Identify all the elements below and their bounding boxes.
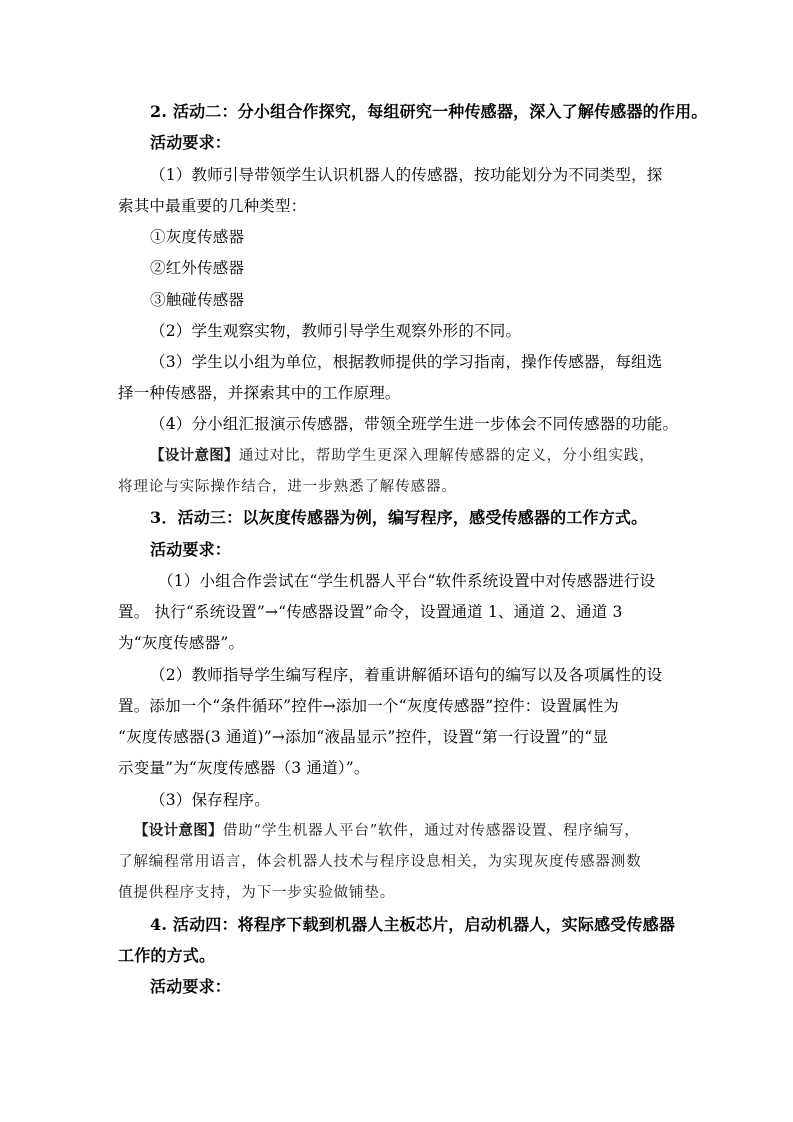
activity-2-requirements-label: 活动要求：: [150, 133, 232, 152]
design-intent-tag: 【设计意图】: [150, 447, 239, 464]
paragraph-line: （1）教师引导带领学生认识机器人的传感器，按功能划分为不同类型，探: [150, 166, 663, 184]
paragraph-line: （2）学生观察实物，教师引导学生观察外形的不同。: [150, 322, 522, 340]
design-intent-note: 【设计意图】借助“学生机器人平台”软件，通过对传感器设置、程序编写，: [134, 822, 640, 839]
design-intent-tag: 【设计意图】: [134, 822, 223, 839]
activity-3-requirements-label: 活动要求：: [150, 540, 232, 559]
activity-2-heading: 2. 活动二：分小组合作探究，每组研究一种传感器，深入了解传感器的作用。: [150, 102, 708, 121]
paragraph-line: 置。添加一个“条件循环”控件→添加一个“灰度传感器”控件：设置属性为: [118, 697, 619, 715]
paragraph-line: 择一种传感器，并探索其中的工作原理。: [118, 384, 401, 402]
paragraph-line: （1）小组合作尝试在“学生机器人平台“软件系统设置中对传感器进行设: [158, 572, 656, 590]
activity-3-heading: 3．活动三：以灰度传感器为例，编写程序，感受传感器的工作方式。: [150, 508, 648, 527]
activity-4-heading-cont: 工作的方式。: [118, 946, 216, 965]
paragraph-line: 置。 执行“系统设置”→“传感器设置”命令，设置通道 1、通道 2、通道 3: [118, 603, 623, 621]
design-intent-line: 将理论与实际操作结合，进一步熟悉了解传感器。: [118, 479, 457, 495]
activity-4-requirements-label: 活动要求：: [150, 977, 232, 996]
list-item: ②红外传感器: [150, 259, 245, 277]
paragraph-line: （4）分小组汇报演示传感器，带领全班学生进一步体会不同传感器的功能。: [150, 415, 679, 433]
list-item: ③触碰传感器: [150, 291, 245, 309]
design-intent-line: 值提供程序支持，为下一步实验做铺垫。: [118, 885, 396, 901]
design-intent-note: 【设计意图】通过对比，帮助学生更深入理解传感器的定义，分小组实践，: [150, 447, 655, 464]
design-intent-line: 了解编程常用语言，体会机器人技术与程序设息相关，为实现灰度传感器测数: [118, 854, 642, 870]
paragraph-line: （2）教师指导学生编写程序，着重讲解循环语句的编写以及各项属性的设: [150, 666, 663, 684]
paragraph-line: “灰度传感器(3 通道)”→添加“液晶显示”控件，设置“第一行设置”的“显: [118, 728, 609, 746]
activity-4-heading: 4. 活动四：将程序下载到机器人主板芯片，启动机器人，实际感受传感器: [150, 915, 676, 934]
paragraph-line: 为“灰度传感器”。: [118, 634, 245, 652]
paragraph-line: 索其中最重要的几种类型：: [118, 197, 307, 215]
paragraph-line: （3）学生以小组为单位，根据教师提供的学习指南，操作传感器，每组选: [150, 353, 663, 371]
paragraph-line: （3）保存程序。: [150, 791, 270, 809]
list-item: ①灰度传感器: [150, 228, 245, 246]
paragraph-line: 示变量”为“灰度传感器（3 通道）”。: [118, 759, 370, 777]
